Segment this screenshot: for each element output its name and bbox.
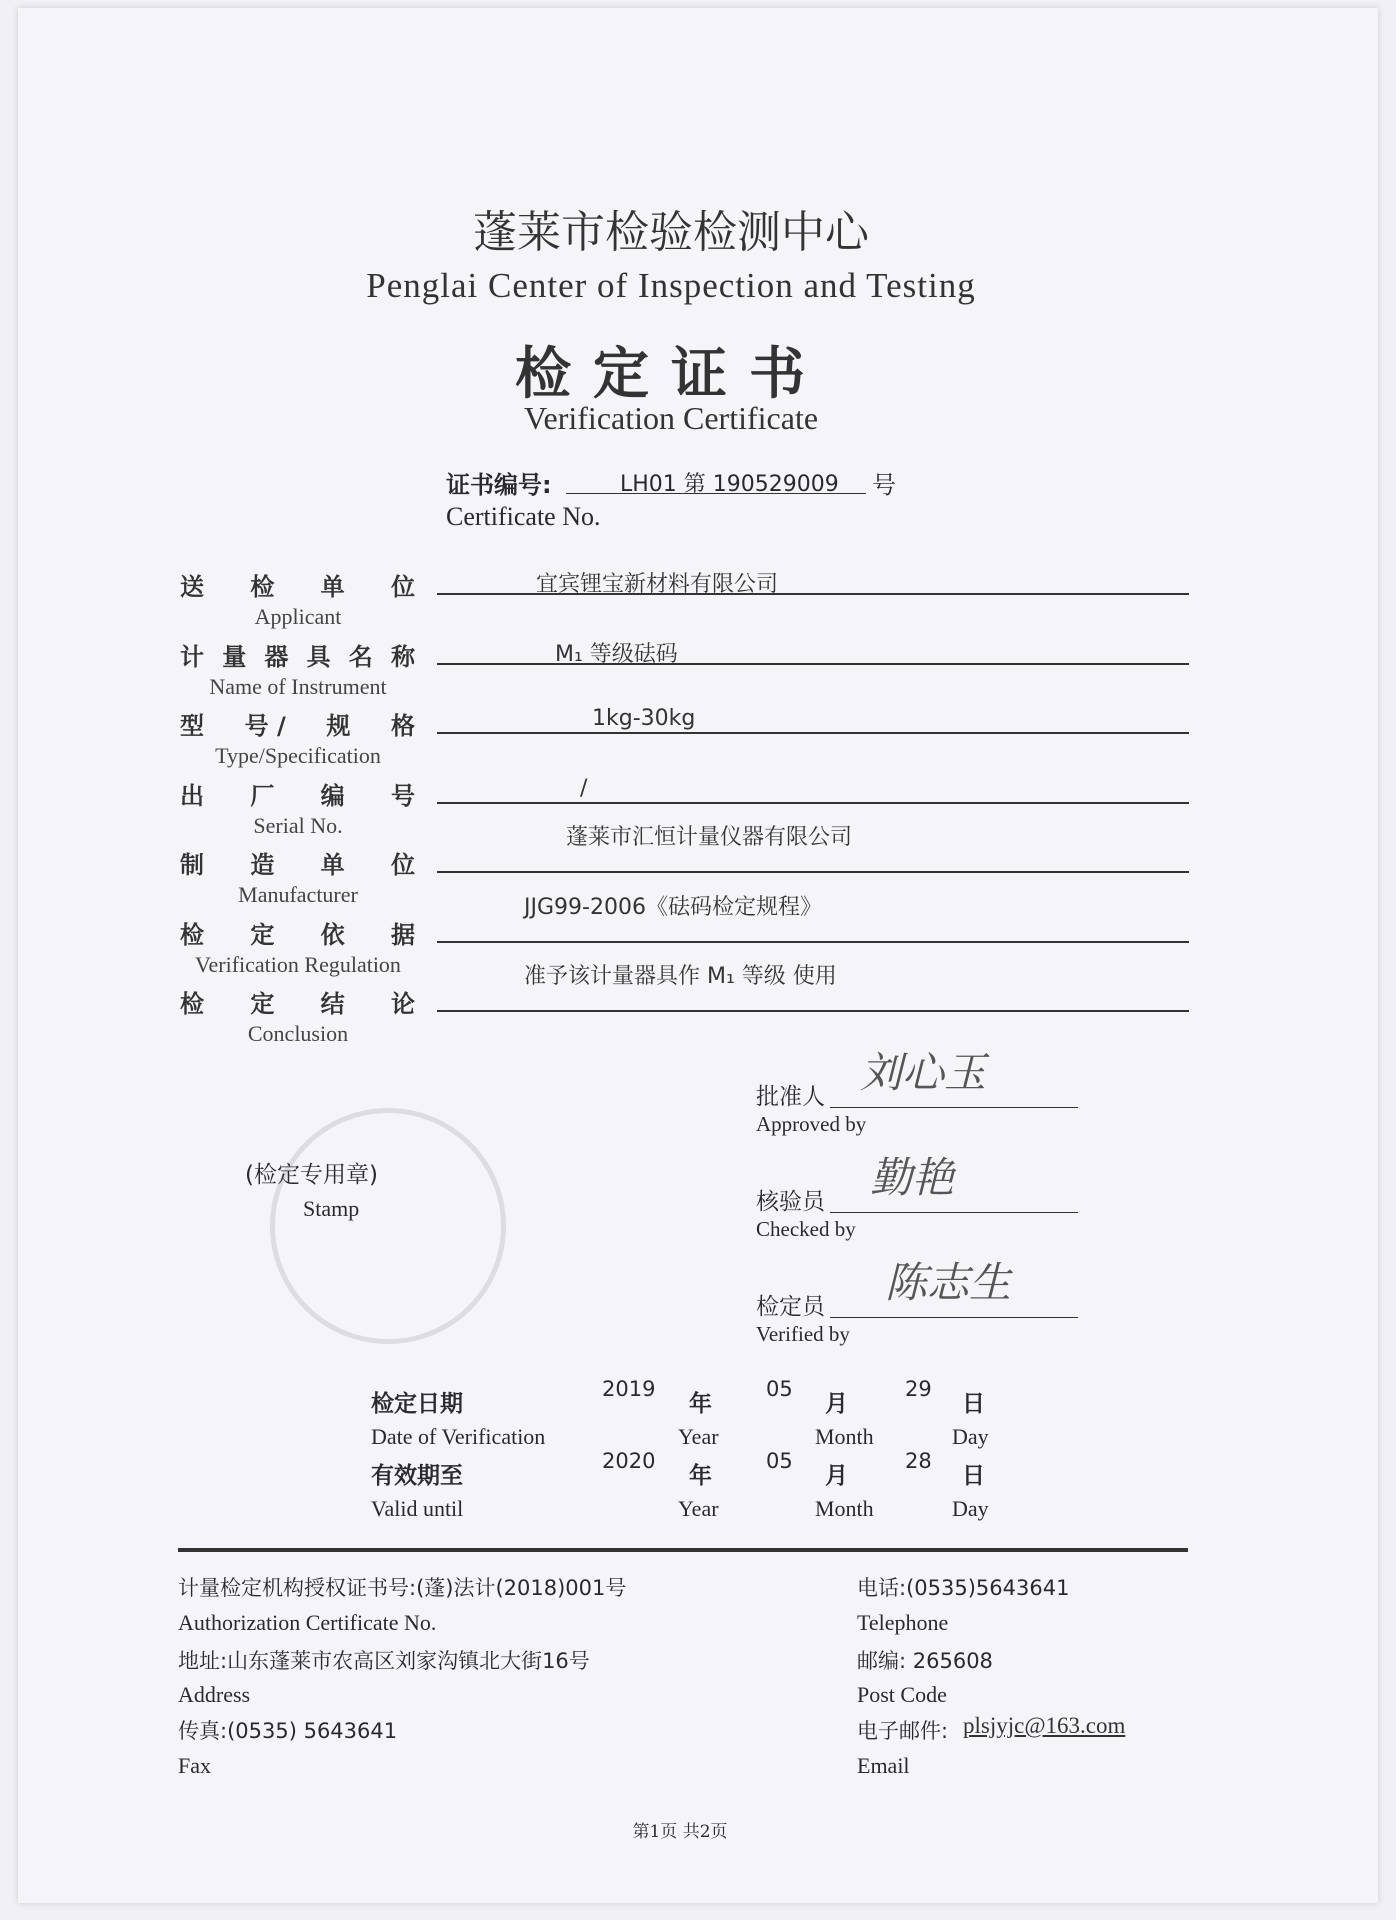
signature-line [830,1317,1078,1318]
label-char: 称 [390,642,415,671]
cert-no-label: 证书编号: [446,471,552,499]
org-name-cn: 蓬莱市检验检测中心 [473,207,869,258]
handwritten-signature: 刘心玉 [860,1048,987,1097]
field-label-en: Conclusion [247,1021,349,1046]
postcode-en: Post Code [857,1682,947,1707]
label-char: 号 [390,781,415,810]
field-label-en: Verification Regulation [195,951,401,977]
label-char: 具 [306,642,331,671]
day-cn: 日 [962,1391,985,1417]
month-en: Month [815,1424,874,1449]
field-underline [437,871,1189,873]
day-value: 29 [905,1377,932,1401]
stamp-label-en: Stamp [303,1196,360,1221]
field-underline [437,802,1189,804]
field-underline [437,663,1189,665]
month-value: 05 [766,1377,793,1401]
field-label-cn [180,984,415,1019]
label-char: 格 [391,712,415,740]
auth-cert-en: Authorization Certificate No. [178,1610,437,1635]
title-cn: 检定证书 [515,342,827,407]
signature-label-cn: 批准人 [756,1084,825,1110]
month-cn: 月 [825,1463,848,1489]
handwritten-signature: 陈志生 [885,1258,1012,1307]
label-char: 量 [222,642,247,671]
fax-en: Fax [178,1753,211,1778]
year-cn: 年 [689,1391,712,1417]
day-en: Day [952,1424,989,1449]
label-char: 据 [390,920,415,949]
page-number: 第1页 共2页 [632,1822,728,1842]
field-label-cn [180,915,415,950]
email-link[interactable]: plsjyjc@163.com [963,1713,1126,1738]
field-label-en: Type/Specification [215,743,381,768]
label-char: 定 [250,990,275,1018]
field-value: 准予该计量器具作 M₁ 等级 使用 [524,964,837,989]
year-en: Year [678,1496,719,1521]
email-label: 电子邮件: [857,1719,949,1743]
field-value: 宜宾锂宝新材料有限公司 [536,572,779,597]
day-en: Day [952,1496,989,1521]
auth-cert-cn: 计量检定机构授权证书号:(蓬)法计(2018)001号 [178,1576,627,1600]
signature-label-cn: 核验员 [756,1189,825,1215]
label-char: 厂 [250,781,275,810]
label-char: 单 [320,573,345,601]
field-value: 蓬莱市汇恒计量仪器有限公司 [566,825,853,850]
year-en: Year [678,1424,719,1449]
label-char: 位 [390,573,415,601]
field-label-cn [180,637,415,672]
telephone-cn: 电话:(0535)5643641 [857,1576,1070,1600]
address-en: Address [178,1682,251,1707]
cert-no-suffix: 号 [872,471,896,499]
signature-label-en: Checked by [756,1217,856,1241]
year-cn: 年 [689,1463,712,1489]
label-char: 名 [348,642,373,671]
telephone-en: Telephone [857,1610,949,1635]
cert-no-value: LH01 第 190529009 [620,472,839,497]
label-char: 编 [320,781,345,810]
field-value: JJG99-2006《砝码检定规程》 [524,894,822,920]
label-char: 制 [180,851,204,879]
footer-divider [178,1548,1188,1552]
label-char: 出 [180,781,204,810]
label-char: 论 [390,990,415,1018]
signature-label-cn: 检定员 [756,1294,825,1320]
postcode-cn: 邮编: 265608 [857,1649,993,1673]
field-underline [437,941,1189,943]
signature-label-en: Verified by [756,1322,850,1346]
field-label-en: Serial No. [253,812,343,838]
label-char: 依 [320,920,345,949]
field-label-cn [180,776,415,811]
field-value: / [580,775,588,801]
email-en: Email [857,1753,910,1778]
field-label-en: Applicant [254,604,342,629]
label-char: 单 [320,851,345,879]
date-label-en: Date of Verification [371,1424,546,1449]
field-label-cn [180,845,415,880]
stamp-label-cn: (检定专用章) [245,1162,378,1188]
title-en: Verification Certificate [523,400,819,436]
field-label-en: Manufacturer [238,882,358,907]
month-en: Month [815,1496,874,1521]
month-value: 05 [766,1449,793,1473]
field-underline [437,732,1189,734]
date-label-en: Valid until [371,1496,464,1521]
date-label-cn: 有效期至 [371,1463,463,1489]
label-char: 检 [250,573,275,601]
label-char: 器 [264,642,289,671]
org-name-en: Penglai Center of Inspection and Testing [366,266,976,305]
date-label-cn: 检定日期 [371,1391,463,1417]
official-seal [270,1108,506,1344]
label-char: 规 [326,712,351,740]
label-char: 检 [180,990,204,1018]
signature-label-en: Approved by [756,1112,867,1136]
year-value: 2019 [602,1377,656,1401]
label-char: 型 [180,712,204,740]
signature-line [830,1212,1078,1213]
fax-cn: 传真:(0535) 5643641 [178,1719,398,1743]
label-char: 定 [250,920,275,949]
label-char: 位 [390,851,415,879]
cert-no-label-en: Certificate No. [446,502,601,531]
label-char: 送 [180,573,204,601]
field-label-cn [180,706,415,741]
day-cn: 日 [962,1463,985,1489]
label-char: 造 [250,851,275,879]
year-value: 2020 [602,1449,656,1473]
field-label-en: Name of Instrument [209,673,387,699]
field-underline [437,1010,1189,1012]
address-cn: 地址:山东蓬莱市农高区刘家沟镇北大街16号 [178,1649,590,1673]
label-char: 号 / [244,712,286,740]
label-char: 结 [320,990,345,1018]
handwritten-signature: 勤艳 [870,1153,955,1202]
field-label-cn [180,567,415,602]
label-char: 计 [180,642,204,671]
field-value: 1kg-30kg [592,706,696,731]
label-char: 检 [180,920,204,949]
month-cn: 月 [825,1391,848,1417]
signature-line [830,1107,1078,1108]
day-value: 28 [905,1449,932,1473]
field-value: M₁ 等级砝码 [555,641,678,667]
